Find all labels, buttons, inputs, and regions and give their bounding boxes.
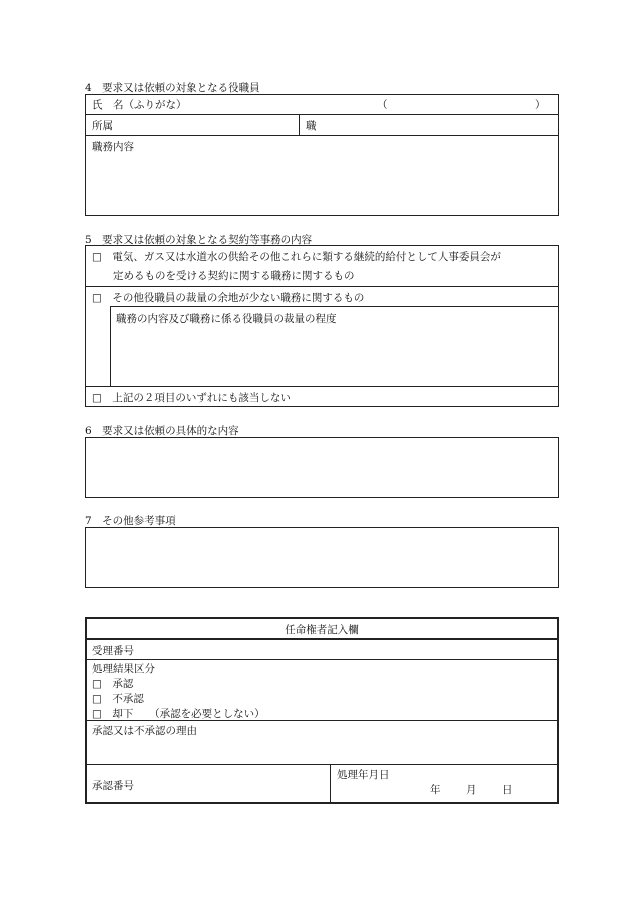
divider — [85, 638, 559, 640]
position-label: 職 — [306, 120, 317, 132]
divider — [85, 764, 559, 765]
divider — [85, 114, 559, 115]
divider — [85, 659, 559, 660]
result-category-label: 処理結果区分 — [92, 663, 155, 675]
low-discretion-detail-label: 職務の内容及び職務に係る役職員の裁量の程度 — [116, 313, 337, 325]
divider — [85, 386, 559, 387]
duties-label: 職務内容 — [92, 141, 134, 153]
divider — [85, 286, 559, 287]
section-7-title: 7 その他参考事項 — [85, 515, 176, 527]
result-approve: □ 承認 — [92, 678, 134, 690]
divider — [110, 306, 111, 386]
approval-number-label: 承認番号 — [92, 780, 134, 792]
name-paren-open: （ — [377, 99, 388, 111]
section-6-title: 6 要求又は依頼の具体的な内容 — [85, 425, 239, 437]
result-disapprove: □ 不承認 — [92, 693, 144, 705]
date-year: 年 — [430, 784, 441, 796]
affiliation-label: 所属 — [92, 120, 113, 132]
option-utility-contract-line1: □ 電気、ガス又は水道水の供給その他これらに類する継続的給付として人事委員会が — [92, 251, 501, 263]
receipt-number-label: 受理番号 — [92, 645, 134, 657]
name-paren-close: ） — [535, 99, 546, 111]
section-7-box — [85, 527, 559, 588]
authority-header: 任命権者記入欄 — [285, 624, 359, 636]
process-date-label: 処理年月日 — [337, 769, 390, 781]
result-dismiss: □ 却下 （承認を必要としない） — [92, 708, 265, 720]
date-day: 日 — [502, 784, 513, 796]
option-none: □ 上記の２項目のいずれにも該当しない — [92, 392, 291, 404]
section-6-box — [85, 437, 559, 498]
section-4-title: 4 要求又は依頼の対象となる役職員 — [85, 82, 260, 94]
option-low-discretion: □ その他役職員の裁量の余地が少ない職務に関するもの — [92, 292, 365, 304]
section-5-title: 5 要求又は依頼の対象となる契約等事務の内容 — [85, 234, 313, 246]
section-4-table — [85, 94, 559, 216]
name-label: 氏 名（ふりがな） — [92, 99, 187, 111]
divider — [85, 135, 559, 136]
reason-label: 承認又は不承認の理由 — [92, 725, 197, 737]
date-month: 月 — [466, 784, 477, 796]
divider — [299, 114, 300, 135]
option-utility-contract-line2: 定めるものを受ける契約に関する職務に関するもの — [113, 270, 355, 282]
divider — [85, 720, 559, 721]
divider — [110, 306, 559, 307]
divider — [330, 764, 331, 804]
